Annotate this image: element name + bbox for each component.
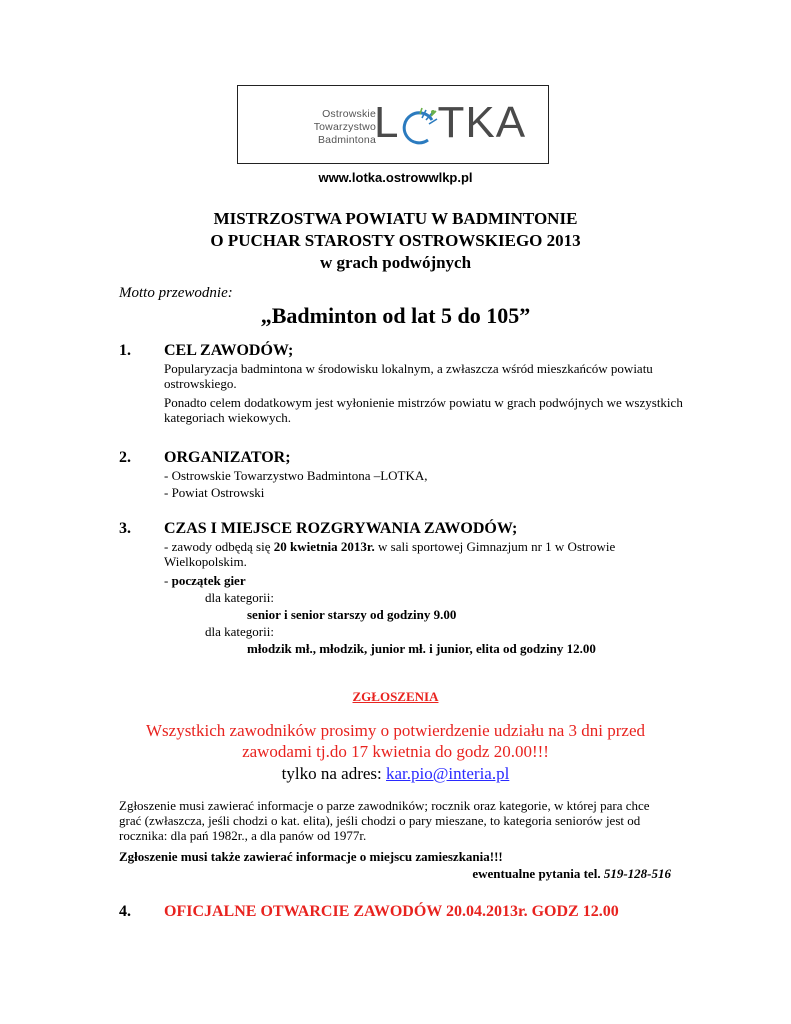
category-schedule: senior i senior starszy od godziny 9.00 xyxy=(247,607,457,622)
contact-phone-line xyxy=(0,866,671,882)
category-label: dla kategorii: xyxy=(205,624,274,639)
registration-notice xyxy=(0,720,791,762)
registration-address xyxy=(0,763,791,784)
game-start-dash: - xyxy=(164,573,172,588)
logo-letter-l: L xyxy=(374,98,400,147)
event-venue: w sali sportowej Gimnazjum nr 1 w Ostrowie Wielkopolskim. xyxy=(164,539,616,569)
game-start-label: początek gier xyxy=(171,573,246,588)
section-3-title: CZAS I MIEJSCE ROZGRYWANIA ZAWODÓW; xyxy=(164,520,518,537)
section-1-paragraph-2: Ponadto celem dodatkowym jest wyłonienie mistrzów powiatu w grach podwójnych we wszystkich kategoriach wiekowych. xyxy=(164,395,683,425)
email-link[interactable]: kar.pio@interia.pl xyxy=(386,764,510,783)
section-3-number: 3. xyxy=(119,520,131,537)
registration-notice-line-2: zawodami tj.do 17 kwietnia do godz 20.00!!! xyxy=(242,742,549,761)
category-schedule: młodzik mł., młodzik, junior mł. i junior, elita od godziny 12.00 xyxy=(247,641,596,656)
section-1-title: CEL ZAWODÓW; xyxy=(164,342,294,359)
event-date: 20 kwietnia 2013r. xyxy=(273,539,375,554)
registration-notice-line-1: Wszystkich zawodników prosimy o potwierdzenie udziału na 3 dni przed xyxy=(145,721,645,740)
shuttlecock-icon xyxy=(398,106,440,146)
registration-requirements: Zgłoszenie musi zawierać informacje o parze zawodników; rocznik oraz kategorie, w której para chce grać (zwłaszcza, jeśli chodzi o kat. elita), jeśli chodzi o pary mieszane, to kategoria seniorów jest od rocznika: dla pań 1982r., a dla panów od 1977r. xyxy=(119,798,650,843)
document-title-line-2: O PUCHAR STAROSTY OSTROWSKIEGO 2013 xyxy=(210,231,581,250)
organizer-item: - Powiat Ostrowski xyxy=(164,485,265,500)
website-link[interactable]: www.lotka.ostrowwlkp.pl xyxy=(318,170,473,185)
category-label: dla kategorii: xyxy=(205,590,274,605)
address-prefix: tylko na adres: xyxy=(281,764,387,783)
section-4-title: OFICJALNE OTWARCIE ZAWODÓW 20.04.2013r. GODZ 12.00 xyxy=(164,903,619,920)
event-date-prefix: - zawody odbędą się xyxy=(164,539,274,554)
logo-wordmark xyxy=(374,98,526,148)
section-2-number: 2. xyxy=(119,449,131,466)
document-title-line-1: MISTRZOSTWA POWIATU W BADMINTONIE xyxy=(213,209,578,228)
section-1-paragraph-1: Popularyzacja badmintona w środowisku lokalnym, a zwłaszcza wśród mieszkańców powiatu ostrowskiego. xyxy=(164,361,653,391)
contact-prefix: ewentualne pytania tel. xyxy=(472,866,604,881)
game-start-heading xyxy=(164,573,246,588)
section-2-title: ORGANIZATOR; xyxy=(164,449,291,466)
registration-heading: ZGŁOSZENIA xyxy=(352,689,439,704)
logo-org-line: Ostrowskie xyxy=(322,108,376,120)
logo-letters-tka: TKA xyxy=(437,98,527,147)
section-4-number: 4. xyxy=(119,903,131,920)
motto-label: Motto przewodnie: xyxy=(119,285,233,301)
motto-text: „Badminton od lat 5 do 105” xyxy=(260,303,531,328)
organizer-item: - Ostrowskie Towarzystwo Badmintona –LOTKA, xyxy=(164,468,428,483)
logo-org-line: Towarzystwo xyxy=(313,121,376,133)
section-1-number: 1. xyxy=(119,342,131,359)
document-title-line-3: w grach podwójnych xyxy=(319,253,472,272)
registration-residence-note: Zgłoszenie musi także zawierać informacje o miejscu zamieszkania!!! xyxy=(119,849,503,864)
logo xyxy=(237,85,549,164)
logo-org-name xyxy=(286,108,376,147)
event-date-venue xyxy=(164,539,684,569)
contact-phone: 519-128-516 xyxy=(603,866,671,881)
logo-org-line: Badmintona xyxy=(317,134,376,146)
